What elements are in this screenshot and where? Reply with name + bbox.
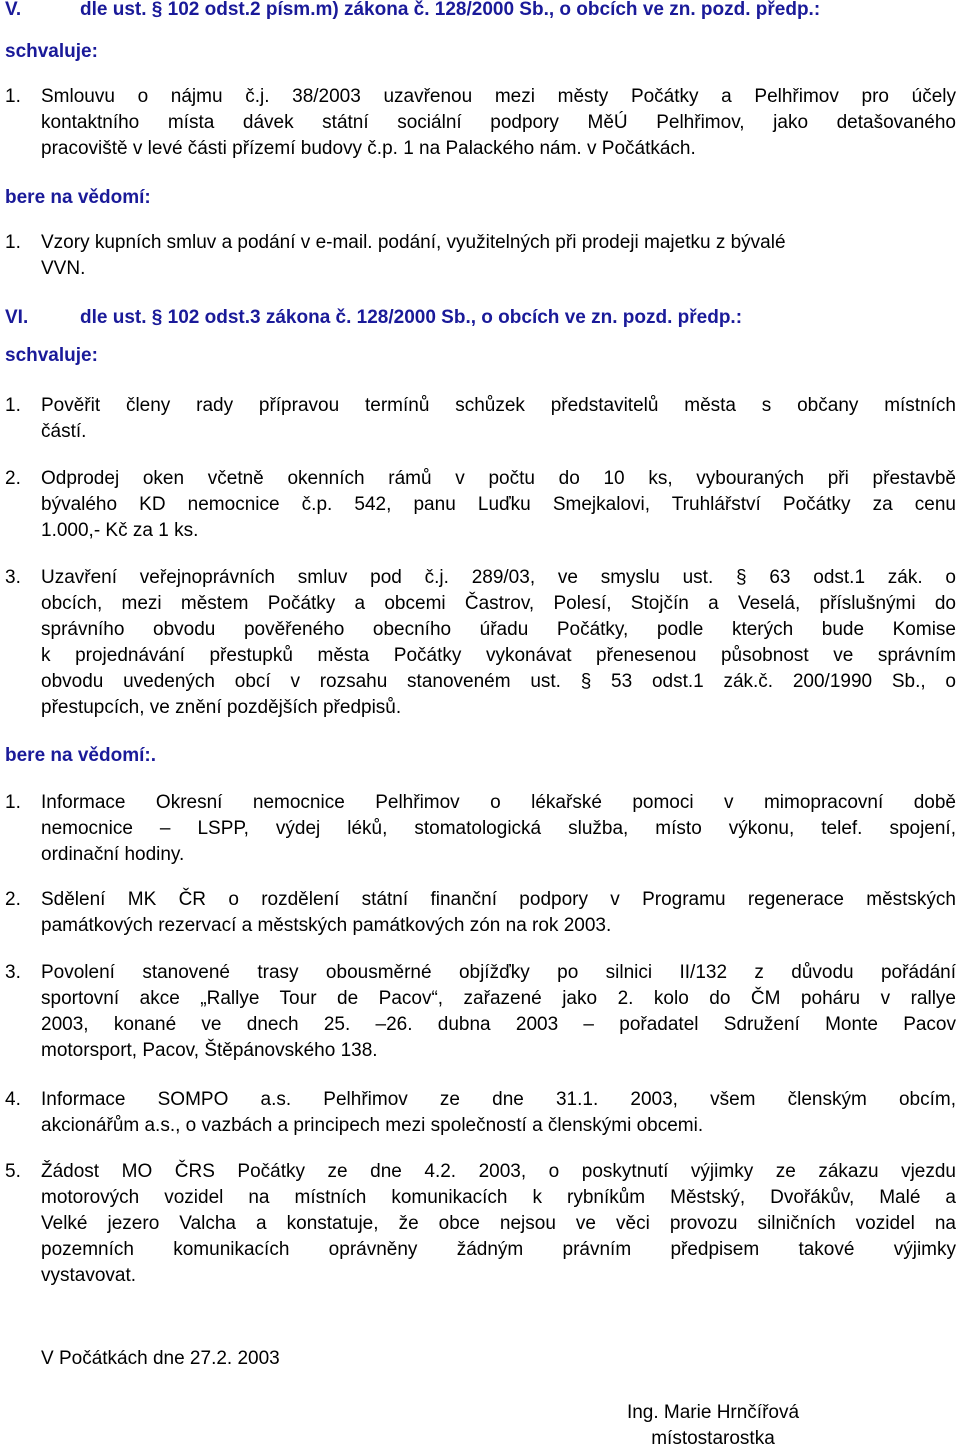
section-title: dle ust. § 102 odst.2 písm.m) zákona č. 128/2000 Sb., o obcích ve zn. pozd. předp.: [80,0,821,20]
text-line: přestupcích, ve znění pozdějších předpisů. [41,697,402,718]
text-line: Velké jezero Valcha a konstatuje, že obce nejsou ve věci provozu silničních vozidel na [41,1213,956,1234]
item-number: 2. [5,889,21,910]
item-number: 1. [5,395,21,416]
signer-role: místostarostka [651,1428,775,1449]
text-line: Povolení stanovené trasy obousměrné objížďky po silnici II/132 z důvodu pořádání [41,962,956,983]
item-number: 3. [5,962,21,983]
item-number: 1. [5,792,21,813]
section-title: dle ust. § 102 odst.3 zákona č. 128/2000 Sb., o obcích ve zn. pozd. předp.: [80,307,743,328]
text-line: obcích, mezi městem Počátky a obcemi Častrov, Polesí, Stojčín a Veselá, příslušnými do [41,593,956,614]
text-line: Uzavření veřejnoprávních smluv pod č.j. 289/03, ve smyslu ust. § 63 odst.1 zák. o [41,567,956,588]
text-line: VVN. [41,258,86,279]
item-number: 1. [5,232,21,253]
notes-label: bere na vědomí:. [5,745,156,766]
text-line: Informace Okresní nemocnice Pelhřimov o lékařské pomoci v mimopracovní době [41,792,956,813]
signature-block [598,1400,828,1452]
notes-label: bere na vědomí: [5,187,151,208]
text-line: motorsport, Pacov, Štěpánovského 138. [41,1040,378,1061]
approves-label: schvaluje: [5,345,98,366]
text-line: bývalého KD nemocnice č.p. 542, panu Luďku Smejkalovi, Truhlářství Počátky za cenu [41,494,956,515]
signer-name: Ing. Marie Hrnčířová [626,1402,800,1423]
text-line: ordinační hodiny. [41,844,185,865]
text-line: motorových vozidel na místních komunikacích k rybníkům Městský, Dvořákův, Malé a [41,1187,956,1208]
text-line: správního obvodu pověřeného obecního úřadu Počátky, podle kterých bude Komise [41,619,956,640]
text-line: nemocnice – LSPP, výdej léků, stomatologická služba, místo výkonu, telef. spojení, [41,818,956,839]
item-number: 4. [5,1089,21,1110]
text-line: k projednávání přestupků města Počátky vykonávat přenesenou působnost ve správním [41,645,956,666]
text-line: památkových rezervací a městských památkových zón na rok 2003. [41,915,612,936]
text-line: Smlouvu o nájmu č.j. 38/2003 uzavřenou mezi městy Počátky a Pelhřimov pro účely [41,86,956,107]
item-number: 3. [5,567,21,588]
item-number: 5. [5,1161,21,1182]
text-line: Informace SOMPO a.s. Pelhřimov ze dne 31.1. 2003, všem členským obcím, [41,1089,956,1110]
text-line: Žádost MO ČRS Počátky ze dne 4.2. 2003, o poskytnutí výjimky ze zákazu vjezdu [41,1161,956,1182]
place-date: V Počátkách dne 27.2. 2003 [41,1348,280,1369]
approves-label: schvaluje: [5,41,98,62]
text-line: 1.000,- Kč za 1 ks. [41,520,199,541]
text-line: pracoviště v levé části přízemí budovy č.p. 1 na Palackého nám. v Počátkách. [41,138,696,159]
text-line: částí. [41,421,87,442]
text-line: 2003, konané ve dnech 25. –26. dubna 2003 – pořadatel Sdružení Monte Pacov [41,1014,956,1035]
text-line: obvodu uvedených obcí v rozsahu stanoveném ust. § 53 odst.1 zák.č. 200/1990 Sb., o [41,671,956,692]
text-line: Odprodej oken včetně okenních rámů v počtu do 10 ks, vybouraných při přestavbě [41,468,956,489]
text-line: pozemních komunikacích oprávněny žádným právním předpisem takové výjimky [41,1239,956,1260]
item-number: 1. [5,86,21,107]
text-line: akcionářům a.s., o vazbách a principech mezi společností a členskými obcemi. [41,1115,704,1136]
section-number: VI. [5,307,29,328]
section-number: V. [5,0,22,20]
text-line: vystavovat. [41,1265,137,1286]
text-line: Vzory kupních smluv a podání v e-mail. podání, využitelných při prodeji majetku z bývalé [41,232,786,253]
text-line: Pověřit členy rady přípravou termínů schůzek představitelů města s občany místních [41,395,956,416]
text-line: sportovní akce „Rallye Tour de Pacov“, zařazené jako 2. kolo do ČM poháru v rallye [41,988,956,1009]
text-line: Sdělení MK ČR o rozdělení státní finanční podpory v Programu regenerace městských [41,889,956,910]
text-line: kontaktního místa dávek státní sociální podpory MěÚ Pelhřimov, jako detašovaného [41,112,956,133]
item-number: 2. [5,468,21,489]
